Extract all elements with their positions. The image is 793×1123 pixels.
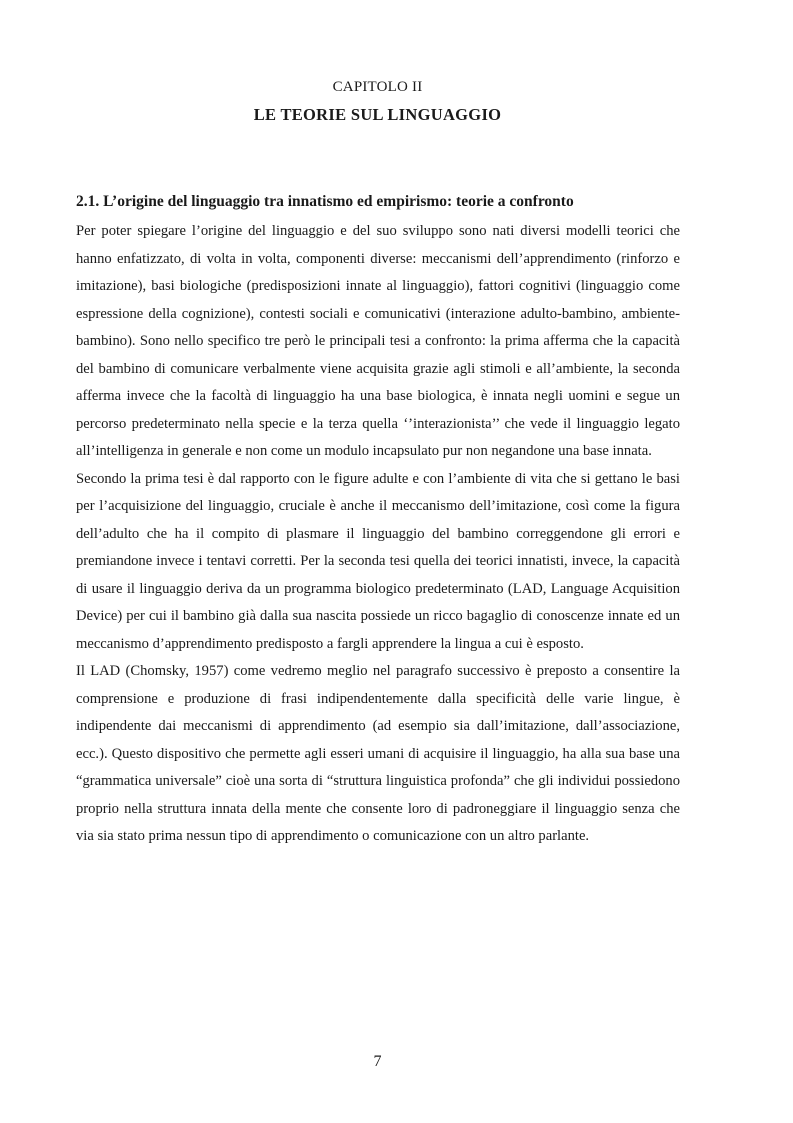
paragraph-3: Il LAD (Chomsky, 1957) come vedremo meglio nel paragrafo successivo è preposto a consentire la comprensione e produzione di frasi indipendentemente dalla specificità delle varie lingue, è indipendente dai meccanismi di apprendimento (ad esempio sia dall’imitazione, dall’associazione, ecc.). Questo dispositivo che permette agli esseri umani di acquisire il linguaggio, ha alla sua base una “grammatica universale” cioè una sorta di “struttura linguistica profonda” che gli individui possiedono proprio nella struttura innata della mente che consente loro di padroneggiare il linguaggio senza che via sia stato prima nessun tipo di apprendimento o comunicazione con un altro parlante. — [76, 663, 680, 844]
body-text — [76, 218, 680, 851]
paragraph-1: Per poter spiegare l’origine del linguaggio e del suo sviluppo sono nati diversi modelli teorici che hanno enfatizzato, di volta in volta, componenti diverse: meccanismi dell’apprendimento (rinforzo e imitazione), basi biologiche (predisposizioni innate al linguaggio), fattori cognitivi (linguaggio come espressione della cognizione), contesti sociali e comunicativi (interazione adulto-bambino, ambiente-bambino). Sono nello specifico tre però le principali tesi a confronto: la prima afferma che la capacità del bambino di comunicare verbalmente viene acquisita grazie agli stimoli e all’ambiente, la seconda afferma invece che la facoltà di linguaggio ha una base biologica, è innata negli uomini e segue un percorso predeterminato nella specie e la terza quella ‘’interazionista’’ che vede il linguaggio legato all’intelligenza in generale e non come un modulo incapsulato pur non negandone una base innata. — [76, 223, 680, 459]
section-heading: 2.1. L’origine del linguaggio tra innatismo ed empirismo: teorie a confronto — [76, 193, 574, 210]
chapter-label: CAPITOLO II — [332, 79, 423, 95]
chapter-title: LE TEORIE SUL LINGUAGGIO — [253, 105, 502, 124]
paragraph-2: Secondo la prima tesi è dal rapporto con le figure adulte e con l’ambiente di vita che si gettano le basi per l’acquisizione del linguaggio, cruciale è anche il meccanismo dell’imitazione, così come la figura dell’adulto che ha il compito di plasmare il linguaggio del bambino correggendone gli errori e premiandone invece i tentavi corretti. Per la seconda tesi quella dei teorici innatisti, invece, la capacità di usare il linguaggio deriva da un programma biologico predeterminato (LAD, Language Acquisition Device) per cui il bambino già dalla sua nascita possiede un ricco bagaglio di conoscenze innate ed un meccanismo d’apprendimento predisposto a fargli apprendere la lingua a cui è esposto. — [76, 470, 680, 652]
page-number: 7 — [373, 1053, 382, 1070]
